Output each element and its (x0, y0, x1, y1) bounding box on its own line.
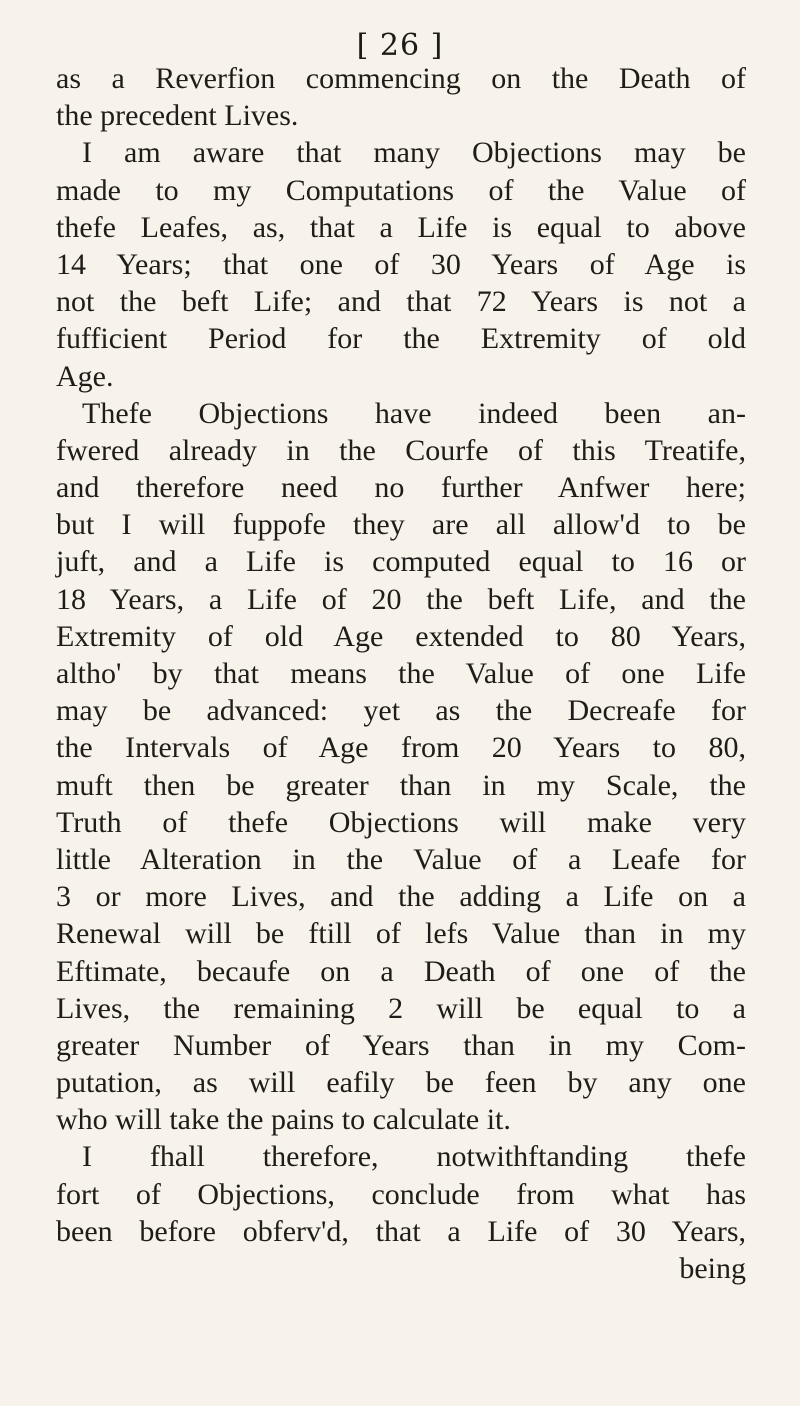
text-line: Thefe Objections have indeed been an- (82, 396, 746, 430)
text-line: 3 or more Lives, and the adding a Life on a (56, 880, 746, 914)
text-line: 14 Years; that one of 30 Years of Age is (56, 247, 746, 281)
text-line: may be advanced: yet as the Decreafe for (56, 694, 746, 728)
text-line: fwered already in the Courfe of this Treatife, (56, 433, 746, 467)
text-line: Age. (56, 359, 114, 393)
text-line: not the beft Life; and that 72 Years is not a (56, 285, 746, 319)
text-line: but I will fuppofe they are all allow'd to be (56, 508, 746, 542)
text-line: I fhall therefore, notwithftanding thefe (82, 1140, 746, 1174)
text-line: fufficient Period for the Extremity of old (56, 322, 746, 356)
text-line: putation, as will eafily be feen by any one (56, 1066, 746, 1100)
text-line: as a Reverfion commencing on the Death of (56, 62, 746, 95)
text-line: fort of Objections, conclude from what has (56, 1177, 746, 1211)
text-line: Lives, the remaining 2 will be equal to a (56, 991, 746, 1025)
text-line: been before obferv'd, that a Life of 30 Years, (56, 1214, 746, 1248)
page-number: [ 26 ] (356, 28, 444, 63)
text-line: 18 Years, a Life of 20 the beft Life, and the (56, 582, 746, 616)
text-line: greater Number of Years than in my Com- (56, 1028, 746, 1062)
text-line: I am aware that many Objections may be (82, 136, 746, 170)
text-line: thefe Leafes, as, that a Life is equal to above (56, 210, 746, 244)
catchword: being (679, 1252, 746, 1285)
text-line: who will take the pains to calculate it. (56, 1103, 511, 1137)
text-line: juft, and a Life is computed equal to 16 or (56, 545, 746, 579)
text-line: muft then be greater than in my Scale, the (56, 768, 746, 802)
text-line: little Alteration in the Value of a Leafe for (56, 842, 746, 876)
text-line: Truth of thefe Objections will make very (56, 805, 746, 839)
text-line: Renewal will be ftill of lefs Value than in my (56, 917, 746, 951)
text-line: and therefore need no further Anfwer here; (56, 471, 746, 505)
text-line: the precedent Lives. (56, 99, 299, 133)
text-line: altho' by that means the Value of one Life (56, 657, 746, 690)
text-line: Eftimate, becaufe on a Death of one of the (56, 954, 746, 988)
text-line: Extremity of old Age extended to 80 Years, (56, 619, 746, 653)
text-line: made to my Computations of the Value of (56, 173, 746, 207)
body-text (56, 60, 746, 1287)
text-line: the Intervals of Age from 20 Years to 80, (56, 731, 746, 765)
